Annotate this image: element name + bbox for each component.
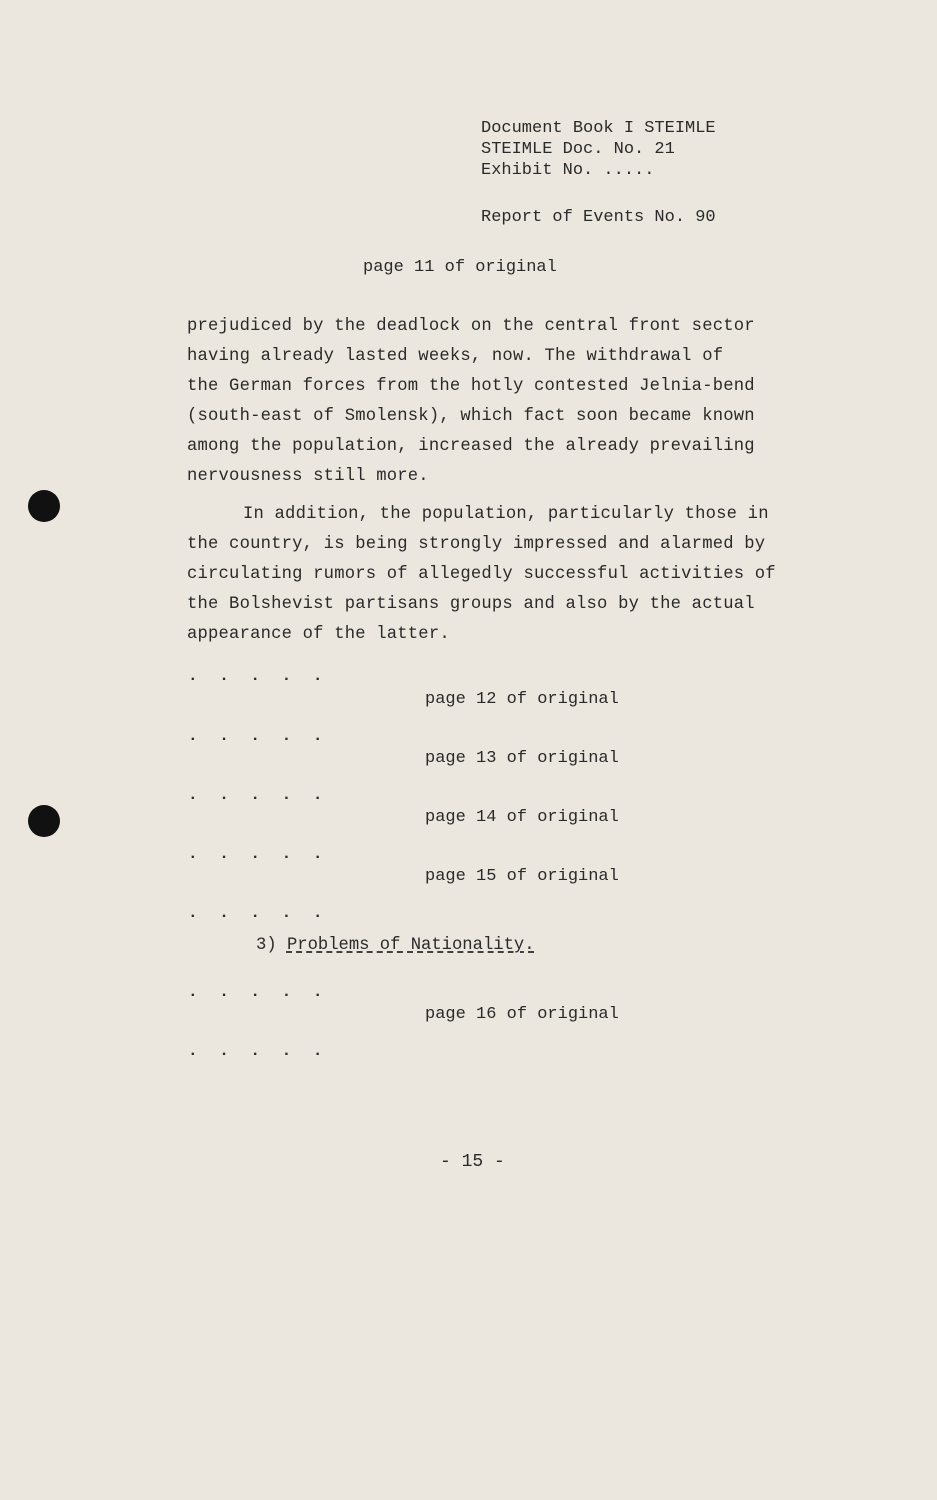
section-heading	[256, 936, 535, 955]
page-reference: page 16 of original	[425, 1005, 619, 1024]
paragraph-2	[187, 500, 857, 650]
text-line: (south-east of Smolensk), which fact soon became known	[187, 407, 755, 426]
text-line: among the population, increased the already prevailing	[187, 437, 755, 456]
section-number: 3)	[256, 936, 277, 955]
ellipsis-marker: . . . . .	[188, 983, 329, 1001]
text-line: circulating rumors of allegedly successful activities of	[187, 565, 776, 584]
punch-hole	[28, 490, 60, 522]
text-line: the Bolshevist partisans groups and also by the actual	[187, 595, 755, 614]
ellipsis-marker: . . . . .	[188, 667, 329, 685]
section-title: Problems of Nationality.	[286, 936, 535, 955]
text-line: having already lasted weeks, now. The withdrawal of	[187, 347, 724, 366]
page-reference: page 12 of original	[425, 690, 619, 709]
paragraph-1	[187, 312, 857, 492]
header-line-3: Exhibit No. .....	[481, 161, 655, 180]
text-line: In addition, the population, particularly those in	[243, 505, 769, 524]
text-line: the country, is being strongly impressed and alarmed by	[187, 535, 766, 554]
punch-hole	[28, 805, 60, 837]
text-line: the German forces from the hotly contested Jelnia-bend	[187, 377, 755, 396]
page-reference: page 13 of original	[425, 749, 619, 768]
header-line-2: STEIMLE Doc. No. 21	[481, 140, 675, 159]
text-line: appearance of the latter.	[187, 625, 450, 644]
report-title: Report of Events No. 90	[481, 208, 716, 227]
ellipsis-marker: . . . . .	[188, 786, 329, 804]
ellipsis-marker: . . . . .	[188, 904, 329, 922]
header-line-1: Document Book I STEIMLE	[481, 119, 716, 138]
ellipsis-marker: . . . . .	[188, 845, 329, 863]
page-reference: page 14 of original	[425, 808, 619, 827]
document-header	[481, 118, 716, 181]
ellipsis-marker: . . . . .	[188, 727, 329, 745]
page-number: - 15 -	[440, 1152, 505, 1172]
page-reference: page 11 of original	[363, 258, 557, 277]
page-reference: page 15 of original	[425, 867, 619, 886]
text-line: prejudiced by the deadlock on the central front sector	[187, 317, 755, 336]
ellipsis-marker: . . . . .	[188, 1042, 329, 1060]
text-line: nervousness still more.	[187, 467, 429, 486]
